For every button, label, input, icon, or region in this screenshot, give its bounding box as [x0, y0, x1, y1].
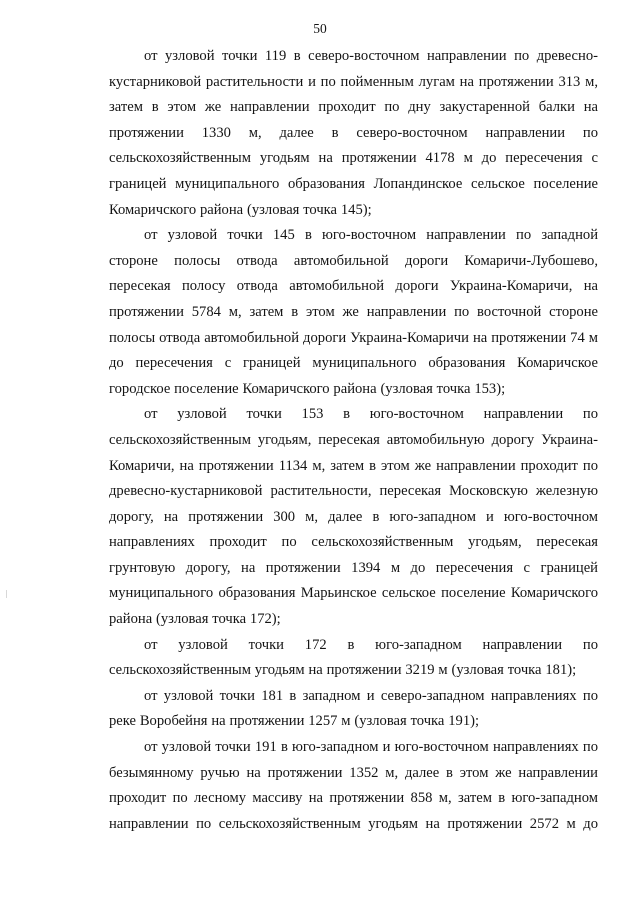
document-body	[109, 44, 598, 837]
paragraph-4: от узловой точки 172 в юго-западном направлении по сельскохозяйственным угодьям на протяжении 3219 м (узловая точка 181);	[109, 636, 598, 679]
paragraph-6: от узловой точки 191 в юго-западном и юго-восточном направлениях по безымянному ручью на протяжении 1352 м, далее в этом же направлении проходит по лесному массиву на протяжении 858 м, затем в юго-западном направлении по сельскохозяйственным угодьям на протяжении 2572 м до	[109, 739, 598, 832]
paragraph-5: от узловой точки 181 в западном и северо-западном направлениях по реке Воробейня на протяжении 1257 м (узловая точка 191);	[109, 687, 598, 730]
paragraph-3: от узловой точки 153 в юго-восточном направлении по сельскохозяйственным угодьям, пересекая автомобильную дорогу Украина-Комаричи, на протяжении 1134 м, затем в этом же направлении проходит по древесно-кустарниковой растительности, пересекая Московскую железную дорогу, на протяжении 300 м, далее в юго-западном и юго-восточном направлениях проходит по сельскохозяйственным угодьям, пересекая грунтовую дорогу, на протяжении 1394 м до пересечения с границей муниципального образования Марьинское сельское поселение Комаричского района (узловая точка 172);	[109, 406, 598, 628]
paragraph-1: от узловой точки 119 в северо-восточном направлении по древесно-кустарниковой растительности и по пойменным лугам на протяжении 313 м, затем в этом же направлении проходит по дну закустаренной балки на протяжении 1330 м, далее в северо-восточном направлении по сельскохозяйственным угодьям на протяжении 4178 м до пересечения с границей муниципального образования Лопандинское сельское поселение Комаричского района (узловая точка 145);	[109, 48, 598, 218]
scan-artifact	[6, 590, 7, 598]
page-number: 50	[313, 21, 327, 36]
paragraph-2: от узловой точки 145 в юго-восточном направлении по западной стороне полосы отвода автомобильной дороги Комаричи-Лубошево, пересекая полосу отвода автомобильной дороги Украина-Комаричи, на протяжении 5784 м, затем в этом же направлении по восточной стороне полосы отвода автомобильной дороги Украина-Комаричи на протяжении 74 м до пересечения с границей муниципального образования Комаричское городское поселение Комаричского района (узловая точка 153);	[109, 227, 598, 397]
